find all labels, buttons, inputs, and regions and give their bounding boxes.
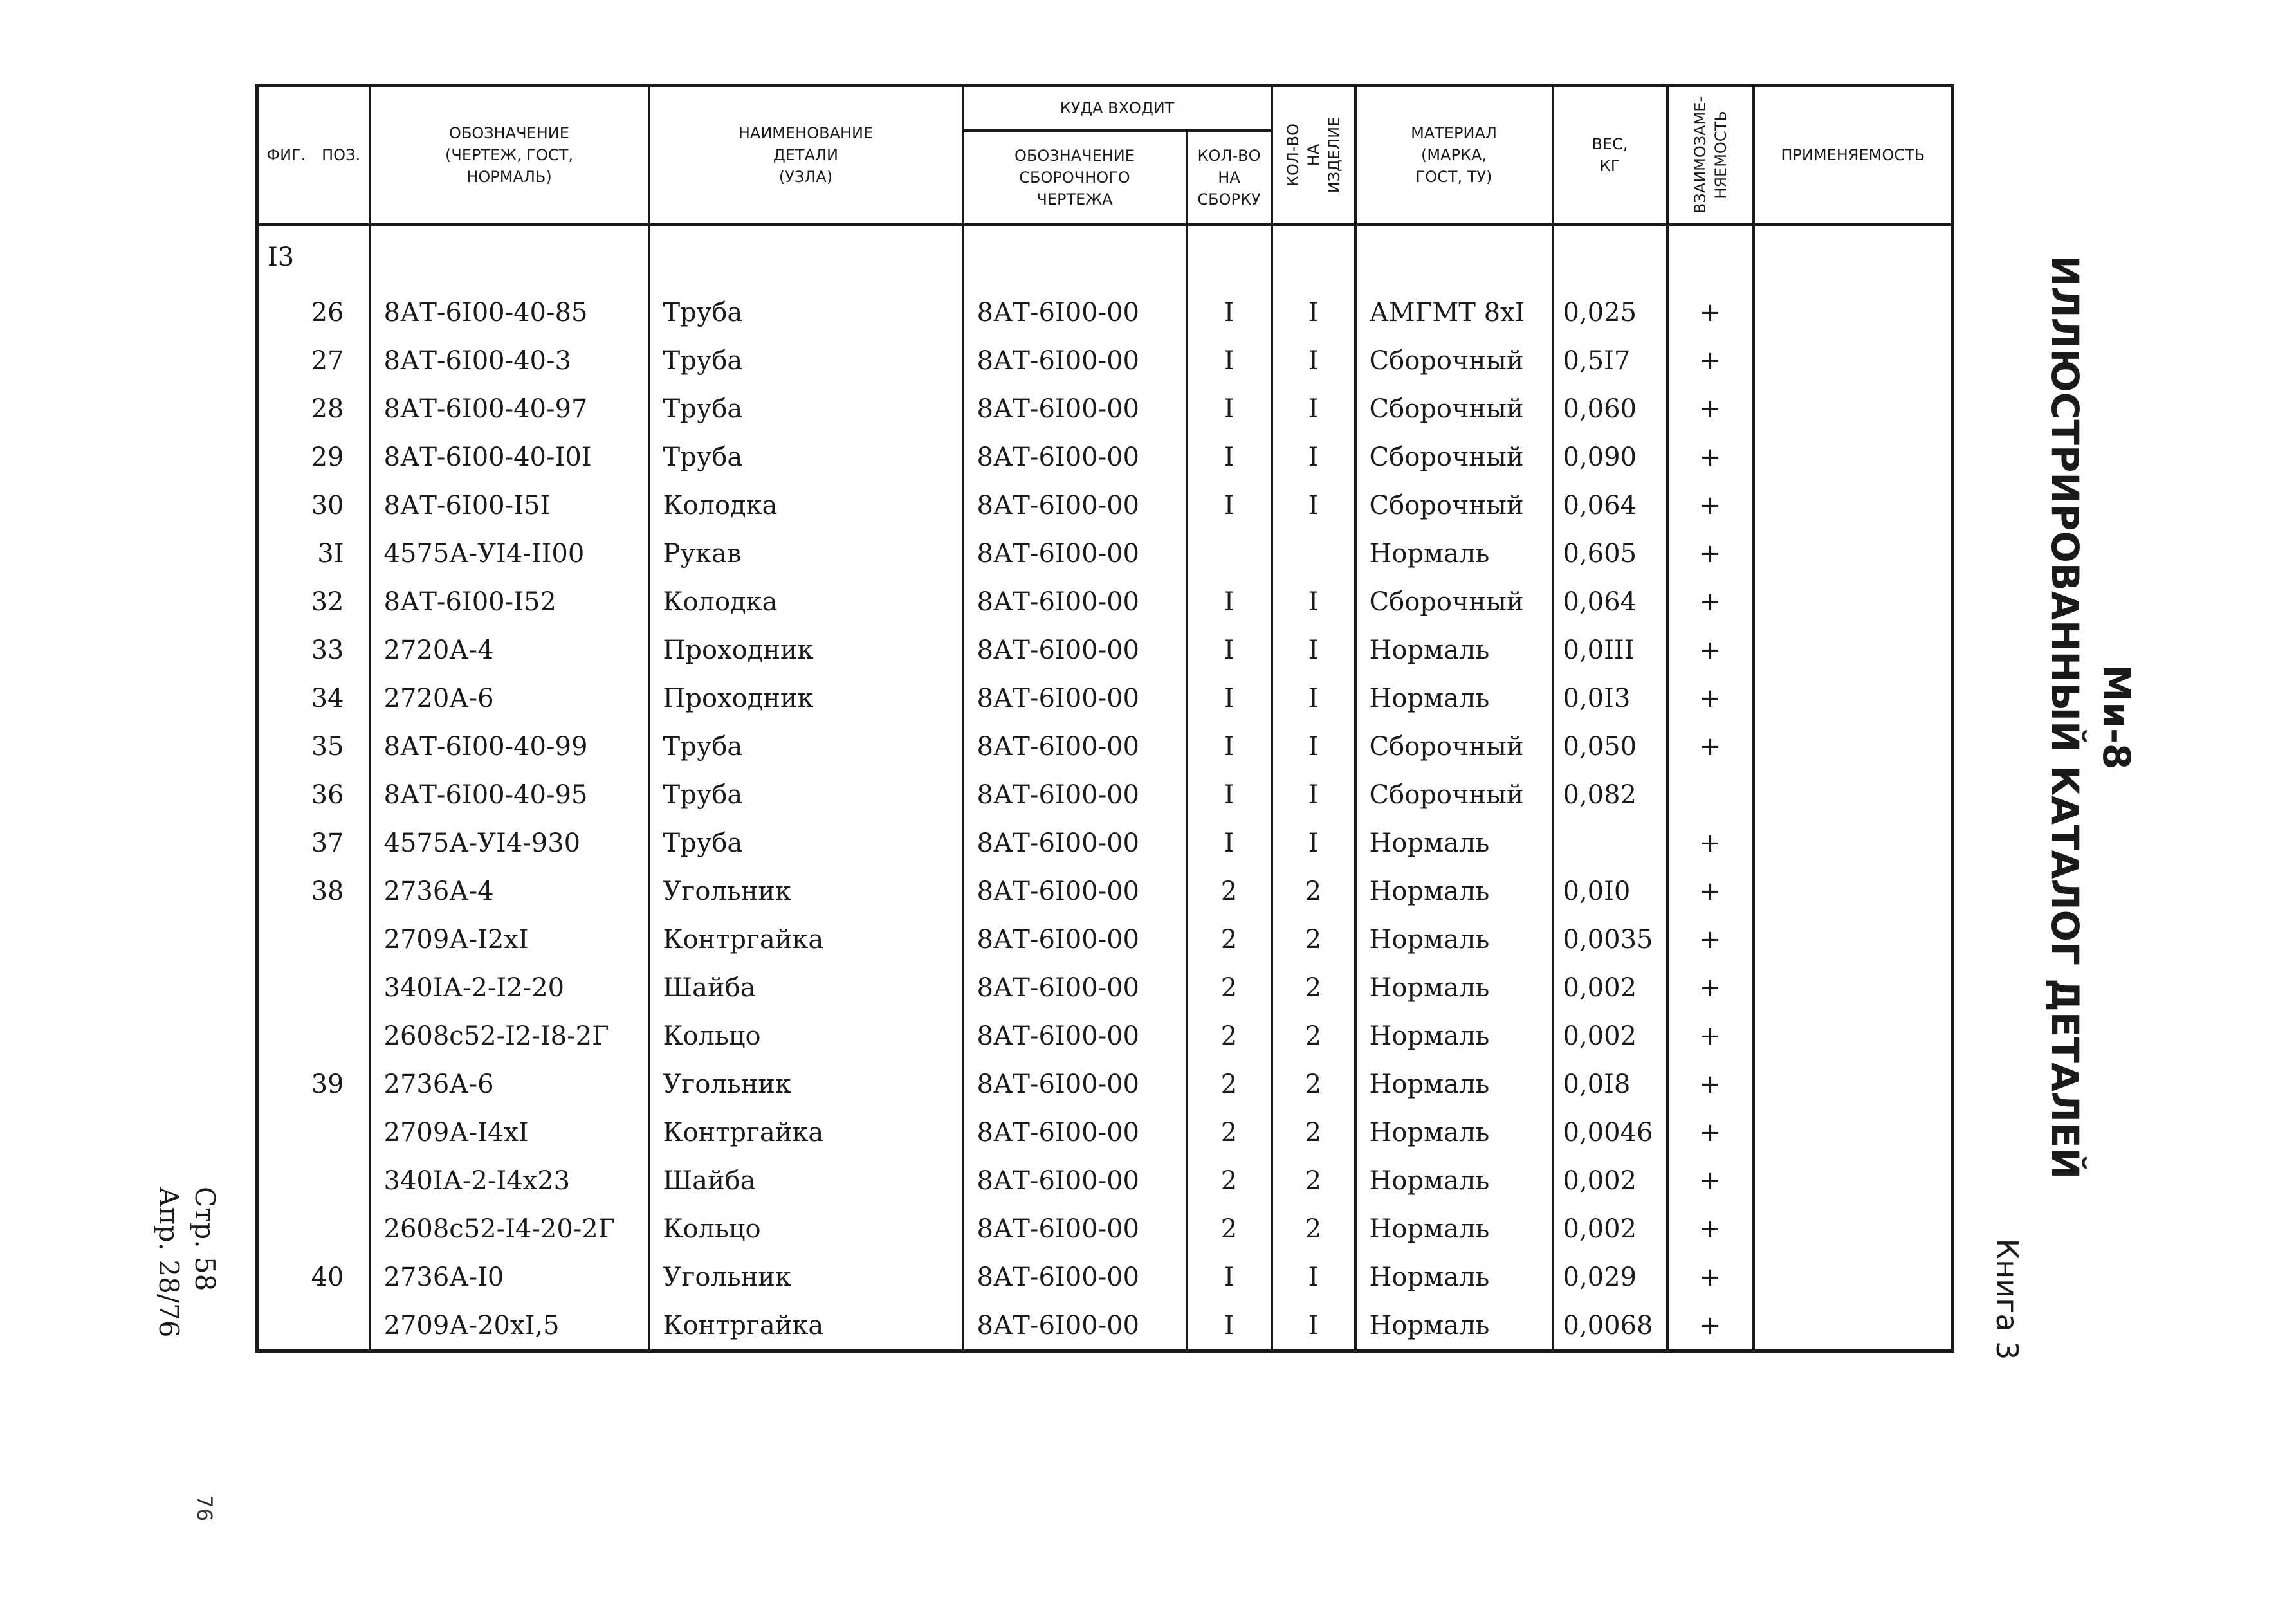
material-cell: Сборочный bbox=[1355, 578, 1553, 626]
qty-product-cell: I bbox=[1272, 481, 1355, 529]
position-number: 33 bbox=[311, 635, 344, 665]
assembly-drawing-cell: 8АТ-6I00-00 bbox=[963, 626, 1187, 674]
weight-cell: 0,0068 bbox=[1553, 1301, 1667, 1351]
applicability-cell bbox=[1754, 1108, 1953, 1156]
designation-cell: 4575А-УI4-II00 bbox=[370, 529, 649, 578]
table-row bbox=[257, 626, 1953, 674]
interchangeable-cell: + bbox=[1667, 481, 1754, 529]
qty-product-cell: I bbox=[1272, 336, 1355, 385]
header-fig-pos bbox=[257, 86, 370, 225]
designation-cell: 8АТ-6I00-40-97 bbox=[370, 385, 649, 433]
applicability-cell bbox=[1754, 481, 1953, 529]
designation-cell: 2736А-6 bbox=[370, 1060, 649, 1108]
qty-assembly-cell: 2 bbox=[1187, 1156, 1272, 1205]
position-number: 30 bbox=[311, 490, 344, 520]
weight-cell: 0,0046 bbox=[1553, 1108, 1667, 1156]
material-cell bbox=[1355, 225, 1553, 289]
table-row bbox=[257, 771, 1953, 819]
interchangeable-cell: + bbox=[1667, 722, 1754, 771]
applicability-cell bbox=[1754, 225, 1953, 289]
qty-product-cell bbox=[1272, 225, 1355, 289]
interchangeable-cell: + bbox=[1667, 1012, 1754, 1060]
assembly-drawing-cell: 8АТ-6I00-00 bbox=[963, 674, 1187, 722]
qty-product-cell: 2 bbox=[1272, 963, 1355, 1012]
interchangeable-cell: + bbox=[1667, 819, 1754, 867]
qty-product-cell: I bbox=[1272, 578, 1355, 626]
table-row bbox=[257, 722, 1953, 771]
position-number: 39 bbox=[311, 1069, 344, 1099]
designation-cell: 2709А-I4хI bbox=[370, 1108, 649, 1156]
material-cell: АМГМТ 8хI bbox=[1355, 288, 1553, 336]
sheet-number: 76 bbox=[192, 1495, 217, 1522]
name-cell: Труба bbox=[649, 722, 963, 771]
qty-assembly-cell: I bbox=[1187, 1253, 1272, 1301]
applicability-cell bbox=[1754, 385, 1953, 433]
fig-number: I3 bbox=[268, 242, 295, 272]
material-cell: Нормаль bbox=[1355, 963, 1553, 1012]
position-number: 35 bbox=[311, 731, 344, 762]
name-cell: Труба bbox=[649, 385, 963, 433]
name-cell: Проходник bbox=[649, 674, 963, 722]
table-row bbox=[257, 1205, 1953, 1253]
name-cell: Рукав bbox=[649, 529, 963, 578]
table-row bbox=[257, 1060, 1953, 1108]
designation-cell: 8АТ-6I00-40-I0I bbox=[370, 433, 649, 481]
interchangeable-cell: + bbox=[1667, 433, 1754, 481]
applicability-cell bbox=[1754, 674, 1953, 722]
assembly-drawing-cell: 8АТ-6I00-00 bbox=[963, 1253, 1187, 1301]
weight-cell: 0,090 bbox=[1553, 433, 1667, 481]
fig-pos-cell bbox=[257, 433, 370, 481]
weight-cell: 0,002 bbox=[1553, 1205, 1667, 1253]
fig-pos-cell bbox=[257, 626, 370, 674]
table-row bbox=[257, 481, 1953, 529]
assembly-drawing-cell bbox=[963, 225, 1187, 289]
qty-assembly-cell: 2 bbox=[1187, 915, 1272, 963]
parts-table bbox=[255, 84, 1954, 1353]
fig-pos-cell bbox=[257, 963, 370, 1012]
material-cell: Сборочный bbox=[1355, 433, 1553, 481]
qty-product-cell: 2 bbox=[1272, 1060, 1355, 1108]
applicability-cell bbox=[1754, 1205, 1953, 1253]
qty-assembly-cell: I bbox=[1187, 288, 1272, 336]
material-cell: Нормаль bbox=[1355, 1253, 1553, 1301]
fig-pos-cell bbox=[257, 1012, 370, 1060]
table-row bbox=[257, 819, 1953, 867]
designation-cell: 8АТ-6I00-40-3 bbox=[370, 336, 649, 385]
fig-pos-cell bbox=[257, 288, 370, 336]
fig-pos-cell bbox=[257, 771, 370, 819]
qty-assembly-cell: I bbox=[1187, 385, 1272, 433]
designation-cell: 340IА-2-I2-20 bbox=[370, 963, 649, 1012]
material-cell: Нормаль bbox=[1355, 867, 1553, 915]
designation-cell: 2720А-6 bbox=[370, 674, 649, 722]
designation-cell: 2608с52-I4-20-2Г bbox=[370, 1205, 649, 1253]
revision-date: Апр. 28/76 bbox=[153, 1187, 185, 1338]
page-footer bbox=[151, 1187, 223, 1399]
designation-cell: 8АТ-6I00-40-99 bbox=[370, 722, 649, 771]
weight-cell: 0,082 bbox=[1553, 771, 1667, 819]
qty-assembly-cell: I bbox=[1187, 771, 1272, 819]
interchangeable-cell: + bbox=[1667, 529, 1754, 578]
name-cell: Труба bbox=[649, 819, 963, 867]
material-cell: Нормаль bbox=[1355, 529, 1553, 578]
qty-assembly-cell bbox=[1187, 225, 1272, 289]
designation-cell: 8АТ-6I00-I52 bbox=[370, 578, 649, 626]
table-body bbox=[257, 225, 1953, 1351]
qty-assembly-cell: I bbox=[1187, 1301, 1272, 1351]
interchangeable-cell: + bbox=[1667, 578, 1754, 626]
qty-product-cell: I bbox=[1272, 1253, 1355, 1301]
material-cell: Сборочный bbox=[1355, 722, 1553, 771]
applicability-cell bbox=[1754, 626, 1953, 674]
name-cell: Угольник bbox=[649, 1253, 963, 1301]
qty-product-cell: 2 bbox=[1272, 867, 1355, 915]
assembly-drawing-cell: 8АТ-6I00-00 bbox=[963, 529, 1187, 578]
qty-assembly-cell: 2 bbox=[1187, 1205, 1272, 1253]
applicability-cell bbox=[1754, 529, 1953, 578]
material-cell: Сборочный bbox=[1355, 385, 1553, 433]
qty-product-cell: 2 bbox=[1272, 1205, 1355, 1253]
assembly-drawing-cell: 8АТ-6I00-00 bbox=[963, 915, 1187, 963]
assembly-drawing-cell: 8АТ-6I00-00 bbox=[963, 385, 1187, 433]
qty-product-cell: I bbox=[1272, 433, 1355, 481]
interchangeable-cell bbox=[1667, 771, 1754, 819]
position-number: 38 bbox=[311, 876, 344, 906]
interchangeable-cell: + bbox=[1667, 336, 1754, 385]
qty-assembly-cell: I bbox=[1187, 481, 1272, 529]
applicability-cell bbox=[1754, 1012, 1953, 1060]
name-cell: Труба bbox=[649, 771, 963, 819]
side-title bbox=[2039, 203, 2142, 1232]
position-number: 3I bbox=[317, 538, 344, 569]
weight-cell bbox=[1553, 819, 1667, 867]
fig-pos-cell bbox=[257, 1205, 370, 1253]
name-cell: Угольник bbox=[649, 867, 963, 915]
fig-pos-cell bbox=[257, 336, 370, 385]
name-cell: Колодка bbox=[649, 481, 963, 529]
applicability-cell bbox=[1754, 578, 1953, 626]
applicability-cell bbox=[1754, 288, 1953, 336]
assembly-drawing-cell: 8АТ-6I00-00 bbox=[963, 336, 1187, 385]
applicability-cell bbox=[1754, 1156, 1953, 1205]
material-cell: Нормаль bbox=[1355, 1060, 1553, 1108]
position-number: 32 bbox=[311, 587, 344, 617]
interchangeable-cell: + bbox=[1667, 674, 1754, 722]
interchangeable-cell: + bbox=[1667, 915, 1754, 963]
interchangeable-cell: + bbox=[1667, 1156, 1754, 1205]
interchangeable-cell: + bbox=[1667, 963, 1754, 1012]
material-cell: Нормаль bbox=[1355, 1205, 1553, 1253]
qty-product-cell: I bbox=[1272, 288, 1355, 336]
interchangeable-cell: + bbox=[1667, 1301, 1754, 1351]
table-row bbox=[257, 1253, 1953, 1301]
weight-cell: 0,5I7 bbox=[1553, 336, 1667, 385]
weight-cell: 0,002 bbox=[1553, 963, 1667, 1012]
name-cell: Труба bbox=[649, 433, 963, 481]
weight-cell: 0,002 bbox=[1553, 1156, 1667, 1205]
name-cell: Контргайка bbox=[649, 915, 963, 963]
weight-cell: 0,0I0 bbox=[1553, 867, 1667, 915]
fig-pos-cell bbox=[257, 722, 370, 771]
qty-assembly-cell: I bbox=[1187, 722, 1272, 771]
weight-cell: 0,0I8 bbox=[1553, 1060, 1667, 1108]
applicability-cell bbox=[1754, 336, 1953, 385]
fig-pos-cell bbox=[257, 867, 370, 915]
weight-cell: 0,050 bbox=[1553, 722, 1667, 771]
applicability-cell bbox=[1754, 1253, 1953, 1301]
assembly-drawing-cell: 8АТ-6I00-00 bbox=[963, 433, 1187, 481]
position-number: 36 bbox=[311, 780, 344, 810]
header-qty-product: КОЛ-ВО НА ИЗДЕЛИЕ bbox=[1272, 86, 1355, 225]
qty-assembly-cell: 2 bbox=[1187, 1012, 1272, 1060]
material-cell: Нормаль bbox=[1355, 626, 1553, 674]
weight-cell: 0,025 bbox=[1553, 288, 1667, 336]
material-cell: Нормаль bbox=[1355, 1012, 1553, 1060]
qty-assembly-cell: I bbox=[1187, 336, 1272, 385]
table-row bbox=[257, 385, 1953, 433]
applicability-cell bbox=[1754, 771, 1953, 819]
interchangeable-cell: + bbox=[1667, 1253, 1754, 1301]
position-number: 37 bbox=[311, 828, 344, 858]
qty-product-cell bbox=[1272, 529, 1355, 578]
name-cell: Кольцо bbox=[649, 1205, 963, 1253]
assembly-drawing-cell: 8АТ-6I00-00 bbox=[963, 1012, 1187, 1060]
table-header bbox=[257, 86, 1953, 225]
qty-assembly-cell: I bbox=[1187, 819, 1272, 867]
designation-cell: 8АТ-6I00-40-85 bbox=[370, 288, 649, 336]
assembly-drawing-cell: 8АТ-6I00-00 bbox=[963, 819, 1187, 867]
assembly-drawing-cell: 8АТ-6I00-00 bbox=[963, 481, 1187, 529]
qty-assembly-cell: I bbox=[1187, 433, 1272, 481]
weight-cell bbox=[1553, 225, 1667, 289]
table-row bbox=[257, 1156, 1953, 1205]
header-assembly-drawing: ОБОЗНАЧЕНИЕ СБОРОЧНОГО ЧЕРТЕЖА bbox=[963, 131, 1187, 225]
weight-cell: 0,002 bbox=[1553, 1012, 1667, 1060]
weight-cell: 0,064 bbox=[1553, 578, 1667, 626]
qty-product-cell: I bbox=[1272, 819, 1355, 867]
name-cell: Шайба bbox=[649, 963, 963, 1012]
qty-product-cell: 2 bbox=[1272, 1156, 1355, 1205]
applicability-cell bbox=[1754, 1060, 1953, 1108]
table-row bbox=[257, 1012, 1953, 1060]
qty-product-cell: I bbox=[1272, 1301, 1355, 1351]
fig-pos-cell bbox=[257, 1301, 370, 1351]
weight-cell: 0,060 bbox=[1553, 385, 1667, 433]
designation-cell: 2709А-I2хI bbox=[370, 915, 649, 963]
designation-cell: 8АТ-6I00-40-95 bbox=[370, 771, 649, 819]
table-row bbox=[257, 1301, 1953, 1351]
fig-pos-cell bbox=[257, 674, 370, 722]
designation-cell: 2720А-4 bbox=[370, 626, 649, 674]
qty-product-cell: I bbox=[1272, 626, 1355, 674]
qty-assembly-cell: 2 bbox=[1187, 1108, 1272, 1156]
name-cell: Угольник bbox=[649, 1060, 963, 1108]
material-cell: Нормаль bbox=[1355, 1108, 1553, 1156]
qty-product-cell: I bbox=[1272, 771, 1355, 819]
qty-assembly-cell bbox=[1187, 529, 1272, 578]
position-number: 27 bbox=[311, 345, 344, 376]
header-material: МАТЕРИАЛ (МАРКА, ГОСТ, ТУ) bbox=[1355, 86, 1553, 225]
designation-cell: 2736А-I0 bbox=[370, 1253, 649, 1301]
weight-cell: 0,064 bbox=[1553, 481, 1667, 529]
fig-pos-cell bbox=[257, 1060, 370, 1108]
table-row bbox=[257, 336, 1953, 385]
table-row bbox=[257, 578, 1953, 626]
fig-pos-cell bbox=[257, 529, 370, 578]
interchangeable-cell: + bbox=[1667, 1108, 1754, 1156]
page-number: Стр. 58 bbox=[189, 1187, 221, 1291]
qty-assembly-cell: 2 bbox=[1187, 963, 1272, 1012]
interchangeable-cell: + bbox=[1667, 385, 1754, 433]
interchangeable-cell: + bbox=[1667, 1205, 1754, 1253]
material-cell: Нормаль bbox=[1355, 1301, 1553, 1351]
table-row bbox=[257, 1108, 1953, 1156]
assembly-drawing-cell: 8АТ-6I00-00 bbox=[963, 1156, 1187, 1205]
header-qty-assembly: КОЛ-ВО НА СБОРКУ bbox=[1187, 131, 1272, 225]
fig-pos-cell bbox=[257, 915, 370, 963]
position-number: 26 bbox=[311, 297, 344, 327]
material-cell: Сборочный bbox=[1355, 771, 1553, 819]
applicability-cell bbox=[1754, 433, 1953, 481]
weight-cell: 0,0I3 bbox=[1553, 674, 1667, 722]
qty-assembly-cell: 2 bbox=[1187, 867, 1272, 915]
applicability-cell bbox=[1754, 963, 1953, 1012]
name-cell: Колодка bbox=[649, 578, 963, 626]
interchangeable-cell: + bbox=[1667, 1060, 1754, 1108]
fig-pos-cell bbox=[257, 385, 370, 433]
interchangeable-cell: + bbox=[1667, 626, 1754, 674]
position-number: 40 bbox=[311, 1262, 344, 1292]
header-interchangeability: ВЗАИМОЗАМЕ- НЯЕМОСТЬ bbox=[1667, 86, 1754, 225]
qty-product-cell: I bbox=[1272, 722, 1355, 771]
material-cell: Нормаль bbox=[1355, 915, 1553, 963]
weight-cell: 0,029 bbox=[1553, 1253, 1667, 1301]
qty-product-cell: 2 bbox=[1272, 915, 1355, 963]
fig-pos-cell bbox=[257, 1108, 370, 1156]
weight-cell: 0,0035 bbox=[1553, 915, 1667, 963]
assembly-drawing-cell: 8АТ-6I00-00 bbox=[963, 1060, 1187, 1108]
fig-pos-cell bbox=[257, 819, 370, 867]
name-cell: Контргайка bbox=[649, 1301, 963, 1351]
header-designation: ОБОЗНАЧЕНИЕ (ЧЕРТЕЖ, ГОСТ, НОРМАЛЬ) bbox=[370, 86, 649, 225]
fig-pos-cell bbox=[257, 225, 370, 289]
weight-cell: 0,0III bbox=[1553, 626, 1667, 674]
header-name: НАИМЕНОВАНИЕ ДЕТАЛИ (УЗЛА) bbox=[649, 86, 963, 225]
position-number: 34 bbox=[311, 683, 344, 713]
designation-cell bbox=[370, 225, 649, 289]
assembly-drawing-cell: 8АТ-6I00-00 bbox=[963, 1108, 1187, 1156]
table-row bbox=[257, 433, 1953, 481]
header-pos: ПОЗ. bbox=[322, 146, 361, 164]
qty-assembly-cell: 2 bbox=[1187, 1060, 1272, 1108]
header-weight: ВЕС, КГ bbox=[1553, 86, 1667, 225]
applicability-cell bbox=[1754, 1301, 1953, 1351]
fig-pos-cell bbox=[257, 578, 370, 626]
designation-cell: 2709А-20хI,5 bbox=[370, 1301, 649, 1351]
applicability-cell bbox=[1754, 819, 1953, 867]
designation-cell: 340IА-2-I4х23 bbox=[370, 1156, 649, 1205]
name-cell: Труба bbox=[649, 288, 963, 336]
applicability-cell bbox=[1754, 722, 1953, 771]
applicability-cell bbox=[1754, 867, 1953, 915]
qty-product-cell: I bbox=[1272, 385, 1355, 433]
fig-pos-cell bbox=[257, 481, 370, 529]
aircraft-model: Ми-8 bbox=[2095, 664, 2138, 770]
assembly-drawing-cell: 8АТ-6I00-00 bbox=[963, 1301, 1187, 1351]
assembly-drawing-cell: 8АТ-6I00-00 bbox=[963, 722, 1187, 771]
assembly-drawing-cell: 8АТ-6I00-00 bbox=[963, 1205, 1187, 1253]
position-number: 29 bbox=[311, 442, 344, 472]
designation-cell: 4575А-УI4-930 bbox=[370, 819, 649, 867]
table-row bbox=[257, 225, 1953, 289]
book-label: Книга 3 bbox=[1990, 1238, 2024, 1360]
interchangeable-cell bbox=[1667, 225, 1754, 289]
assembly-drawing-cell: 8АТ-6I00-00 bbox=[963, 963, 1187, 1012]
fig-pos-cell bbox=[257, 1253, 370, 1301]
assembly-drawing-cell: 8АТ-6I00-00 bbox=[963, 288, 1187, 336]
name-cell: Шайба bbox=[649, 1156, 963, 1205]
position-number: 28 bbox=[311, 394, 344, 424]
name-cell: Контргайка bbox=[649, 1108, 963, 1156]
qty-product-cell: 2 bbox=[1272, 1012, 1355, 1060]
table-row bbox=[257, 963, 1953, 1012]
weight-cell: 0,605 bbox=[1553, 529, 1667, 578]
fig-pos-cell bbox=[257, 1156, 370, 1205]
table-row bbox=[257, 867, 1953, 915]
name-cell: Проходник bbox=[649, 626, 963, 674]
table-row bbox=[257, 529, 1953, 578]
interchangeable-cell: + bbox=[1667, 867, 1754, 915]
designation-cell: 2608с52-I2-I8-2Г bbox=[370, 1012, 649, 1060]
qty-assembly-cell: I bbox=[1187, 674, 1272, 722]
qty-product-cell: 2 bbox=[1272, 1108, 1355, 1156]
name-cell: Кольцо bbox=[649, 1012, 963, 1060]
name-cell: Труба bbox=[649, 336, 963, 385]
material-cell: Нормаль bbox=[1355, 1156, 1553, 1205]
catalog-title: ИЛЛЮСТРИРОВАННЫЙ КАТАЛОГ ДЕТАЛЕЙ bbox=[2043, 255, 2087, 1180]
qty-product-cell: I bbox=[1272, 674, 1355, 722]
header-where-used: КУДА ВХОДИТ bbox=[963, 86, 1272, 131]
material-cell: Нормаль bbox=[1355, 674, 1553, 722]
designation-cell: 2736А-4 bbox=[370, 867, 649, 915]
header-applicability: ПРИМЕНЯЕМОСТЬ bbox=[1754, 86, 1953, 225]
header-fig: ФИГ. bbox=[266, 146, 306, 164]
table-row bbox=[257, 915, 1953, 963]
table-row bbox=[257, 288, 1953, 336]
name-cell bbox=[649, 225, 963, 289]
qty-assembly-cell: I bbox=[1187, 578, 1272, 626]
table-row bbox=[257, 674, 1953, 722]
material-cell: Нормаль bbox=[1355, 819, 1553, 867]
assembly-drawing-cell: 8АТ-6I00-00 bbox=[963, 578, 1187, 626]
applicability-cell bbox=[1754, 915, 1953, 963]
assembly-drawing-cell: 8АТ-6I00-00 bbox=[963, 867, 1187, 915]
material-cell: Сборочный bbox=[1355, 336, 1553, 385]
assembly-drawing-cell: 8АТ-6I00-00 bbox=[963, 771, 1187, 819]
material-cell: Сборочный bbox=[1355, 481, 1553, 529]
designation-cell: 8АТ-6I00-I5I bbox=[370, 481, 649, 529]
interchangeable-cell: + bbox=[1667, 288, 1754, 336]
qty-assembly-cell: I bbox=[1187, 626, 1272, 674]
